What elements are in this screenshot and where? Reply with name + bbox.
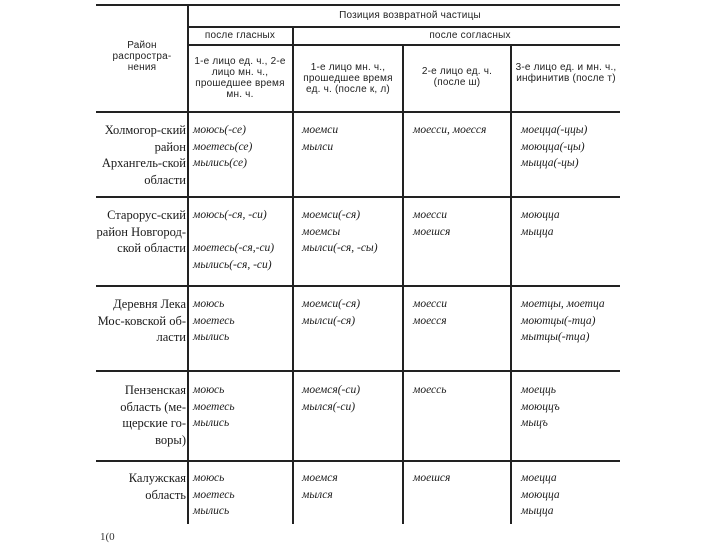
form-cell-col1	[193, 207, 274, 273]
verb-form: моемся	[302, 472, 338, 484]
verb-form: мылись(-ся, -си)	[193, 258, 272, 271]
verb-form: мылси(-ся)	[302, 314, 356, 327]
verb-form: моемся(-си)	[302, 384, 361, 396]
verb-form: моемсы	[302, 225, 341, 238]
verb-form: моетесь(-ся,-си)	[193, 242, 275, 254]
row-divider	[96, 196, 620, 198]
region-label: Пензенская область (ме-щерские го-воры)	[120, 383, 186, 447]
verb-form: мылись	[193, 331, 230, 343]
form-cell-col3	[413, 122, 486, 139]
form-cell-col4	[521, 296, 605, 346]
verb-form: моесси	[413, 209, 448, 221]
column-divider	[187, 4, 189, 524]
header-col1: 1-е лицо ед. ч., 2-е лицо мн. ч., прошедшее время мн. ч.	[194, 56, 286, 100]
region-label: Деревня Лека Мос-ковской об-ласти	[97, 297, 186, 344]
region-label: Старорус-ский район Новгород-ской области	[96, 208, 186, 255]
verb-form: моюцца	[521, 209, 560, 221]
verb-form: моюсь(-ся, -си)	[193, 209, 267, 221]
verb-form: моесси, моесся	[413, 124, 487, 136]
column-divider	[510, 44, 512, 524]
verb-form: моешся	[413, 225, 451, 238]
header-col3: 2-е лицо ед. ч. (после ш)	[421, 66, 493, 88]
verb-form: мылся(-си)	[302, 400, 356, 413]
form-cell-col3	[413, 470, 450, 487]
verb-form: моесси	[413, 298, 448, 310]
verb-form: моецца	[521, 472, 557, 484]
verb-form: мыцца	[521, 225, 554, 238]
header-subrule-2	[187, 44, 620, 46]
verb-form: моесся	[413, 314, 447, 327]
verb-form: моемси(-ся)	[302, 298, 361, 310]
verb-form: мылси(-ся, -сы)	[302, 242, 378, 254]
form-cell-col2	[302, 296, 360, 329]
form-cell-col4	[521, 470, 560, 520]
form-cell-col4	[521, 207, 560, 240]
verb-form: мыцца(-цы)	[521, 157, 579, 169]
region-label: Холмогор-ский район Архангель-ской области	[101, 123, 186, 187]
verb-form: мылся	[302, 488, 333, 501]
form-cell-col3	[413, 207, 450, 240]
form-cell-col2	[302, 382, 360, 415]
table-top-rule	[96, 4, 620, 6]
region-label: Калужская область	[128, 471, 186, 502]
header-position: Позиция возвратной частицы	[339, 10, 481, 21]
verb-form: моюцца(-цы)	[521, 140, 585, 153]
header-after-vowels: после гласных	[204, 30, 276, 41]
verb-form: мылись(се)	[193, 157, 247, 169]
verb-form	[193, 224, 274, 241]
verb-form: моемси	[302, 124, 339, 136]
verb-form: моецць	[521, 384, 556, 396]
verb-form: моессь	[413, 384, 447, 396]
row-divider	[96, 370, 620, 372]
form-cell-col4	[521, 122, 587, 172]
verb-form: моетесь	[193, 400, 235, 413]
header-col4: 3-е лицо ед. и мн. ч., инфинитив (после т)	[515, 62, 617, 84]
verb-form: моетесь	[193, 314, 235, 327]
verb-form: мытцы(-тца)	[521, 331, 590, 343]
verb-form: моетесь	[193, 488, 235, 501]
form-cell-col1	[193, 296, 235, 346]
form-cell-col4	[521, 382, 560, 432]
verb-form: моюццъ	[521, 400, 560, 413]
form-cell-col2	[302, 207, 378, 257]
verb-form: моетесь(се)	[193, 140, 253, 153]
verb-form: моетцы, моетца	[521, 298, 605, 310]
header-col2: 1-е лицо мн. ч., прошедшее время ед. ч. (после к, л)	[303, 62, 393, 95]
form-cell-col3	[413, 296, 447, 329]
verb-form: моешся	[413, 472, 451, 484]
column-divider	[292, 26, 294, 524]
verb-form: моюсь	[193, 472, 225, 484]
form-cell-col1	[193, 470, 235, 520]
column-divider	[402, 44, 404, 524]
form-cell-col3	[413, 382, 446, 399]
form-cell-col2	[302, 470, 338, 503]
verb-form: моемси(-ся)	[302, 209, 361, 221]
header-after-consonants: после согласных	[429, 30, 511, 41]
verb-form: мыцца	[521, 505, 554, 517]
form-cell-col2	[302, 122, 338, 155]
verb-form: моюсь	[193, 384, 225, 396]
header-bottom-rule	[96, 111, 620, 113]
verb-form: мылись	[193, 505, 230, 517]
row-divider	[96, 285, 620, 287]
verb-form: моецца(-ццы)	[521, 124, 588, 136]
verb-form: мыцъ	[521, 417, 548, 429]
verb-form: моютцы(-тца)	[521, 314, 596, 327]
verb-form: мылси	[302, 140, 334, 153]
page-number: 1(0	[100, 531, 115, 543]
row-divider	[96, 460, 620, 462]
verb-form: моюсь	[193, 298, 225, 310]
header-region: Район распростра-нения	[112, 40, 172, 73]
verb-form: моюцца	[521, 488, 560, 501]
verb-form: моюсь(-се)	[193, 124, 246, 136]
header-subrule	[187, 26, 620, 28]
form-cell-col1	[193, 122, 252, 172]
form-cell-col1	[193, 382, 235, 432]
verb-form: мылись	[193, 417, 230, 429]
